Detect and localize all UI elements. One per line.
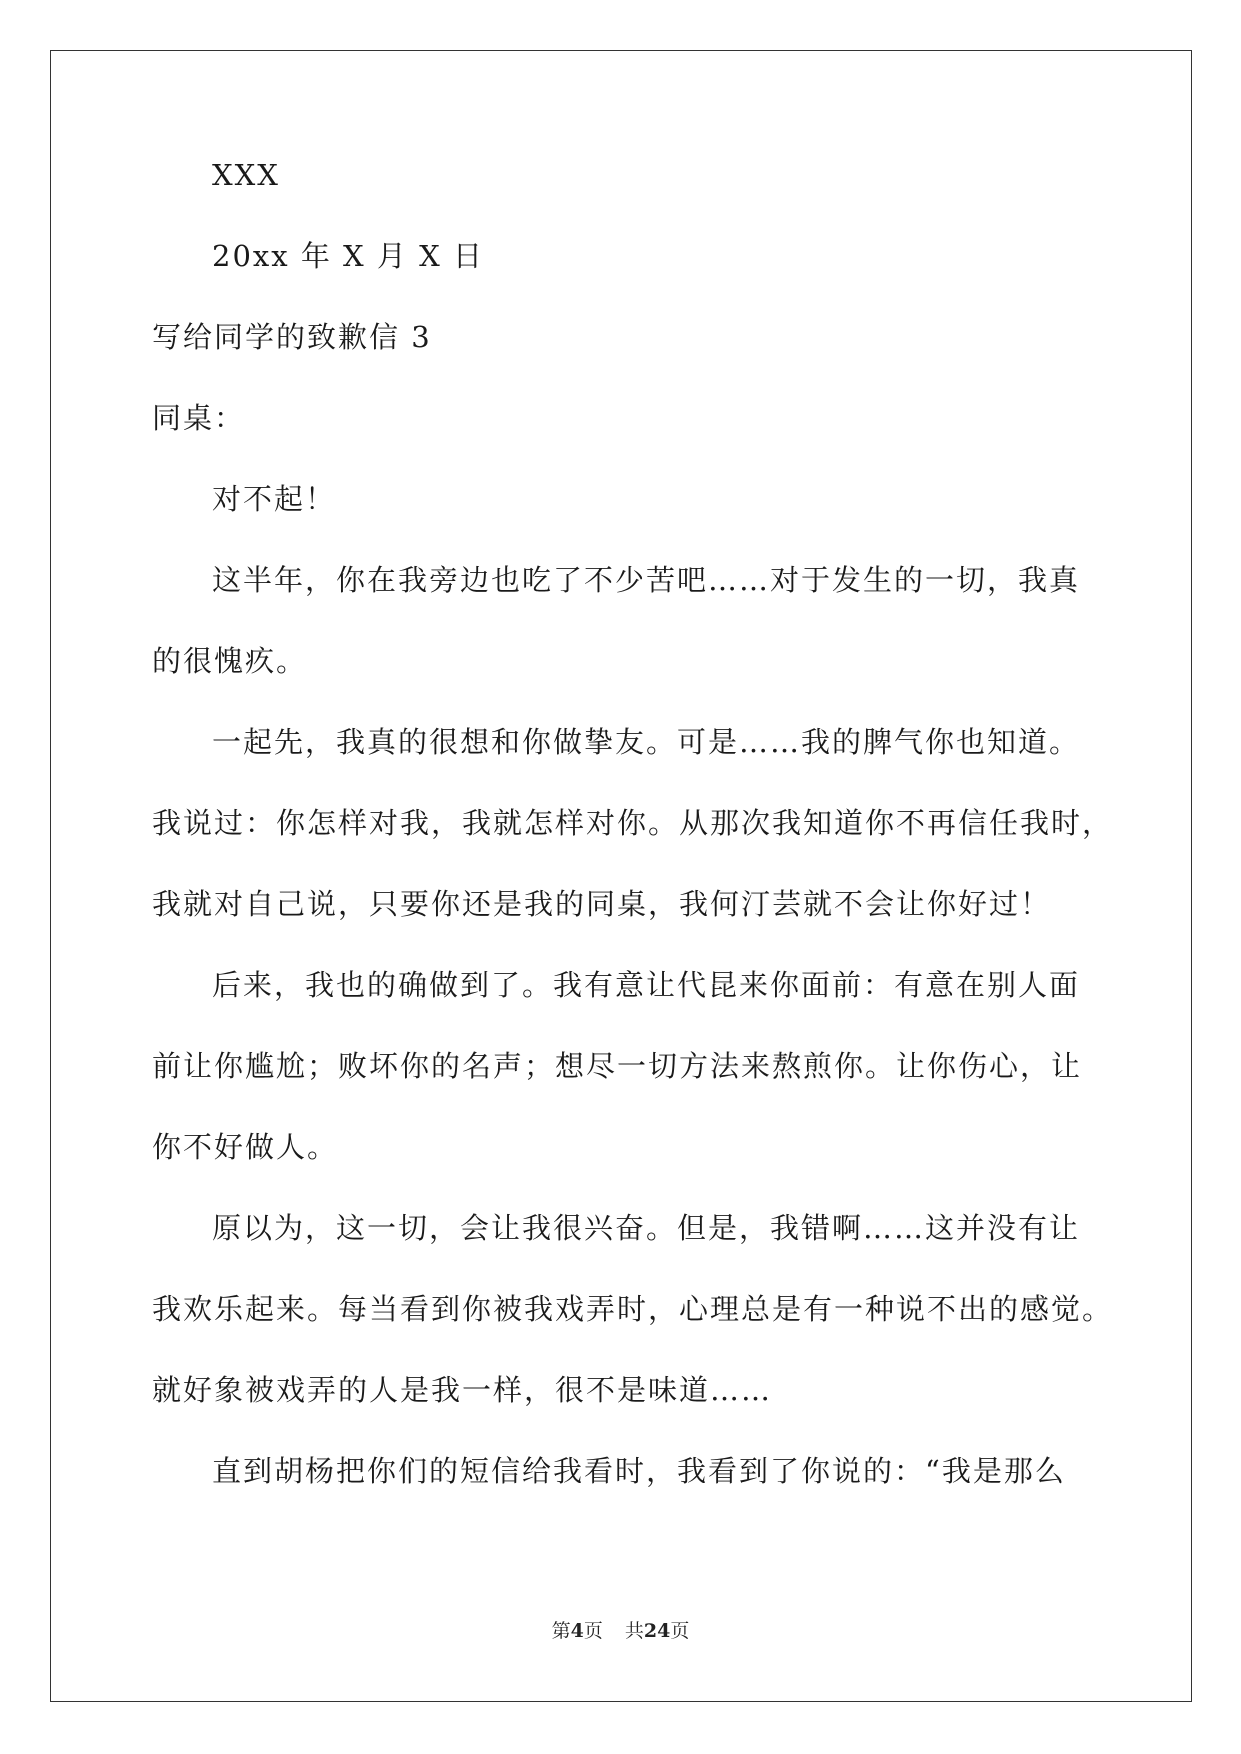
paragraph-line: 后来，我也的确做到了。我有意让代昆来你面前：有意在别人面 [212,968,1081,1002]
footer-total-prefix: 共 [624,1620,644,1642]
date-line: 20xx 年 X 月 X 日 [212,239,484,273]
paragraph-line: 我欢乐起来。每当看到你被我戏弄时，心理总是有一种说不出的感觉。 [152,1292,1114,1326]
paragraph-line: 我就对自己说，只要你还是我的同桌，我何汀芸就不会让你好过！ [152,887,1052,921]
paragraph-line: 对不起！ [212,482,337,516]
document-body [152,155,1114,1532]
total-page-count: 24 [643,1620,671,1642]
current-page-number: 4 [570,1620,584,1642]
paragraph-line: 直到胡杨把你们的短信给我看时，我看到了你说的：“我是那么 [212,1454,1066,1488]
letter-title: 写给同学的致歉信 3 [152,320,432,354]
salutation: 同桌： [152,401,246,435]
paragraph-line: 这半年，你在我旁边也吃了不少苦吧……对于发生的一切，我真 [212,563,1081,597]
signature-line: XXX [212,158,280,192]
footer-total-suffix: 页 [670,1620,690,1642]
paragraph-line: 前让你尴尬；败坏你的名声；想尽一切方法来熬煎你。让你伤心，让 [152,1049,1083,1083]
footer-page-suffix: 页 [583,1620,603,1642]
paragraph-line: 你不好做人。 [152,1130,339,1164]
paragraph-line: 原以为，这一切，会让我很兴奋。但是，我错啊……这并没有让 [212,1211,1081,1245]
page-footer [0,1619,1241,1643]
paragraph-line: 就好象被戏弄的人是我一样，很不是味道…… [152,1373,773,1407]
paragraph-line: 的很愧疚。 [152,644,308,678]
paragraph-line: 我说过：你怎样对我，我就怎样对你。从那次我知道你不再信任我时， [152,806,1114,840]
paragraph-line: 一起先，我真的很想和你做挚友。可是……我的脾气你也知道。 [212,725,1081,759]
footer-prefix: 第 [551,1620,571,1642]
